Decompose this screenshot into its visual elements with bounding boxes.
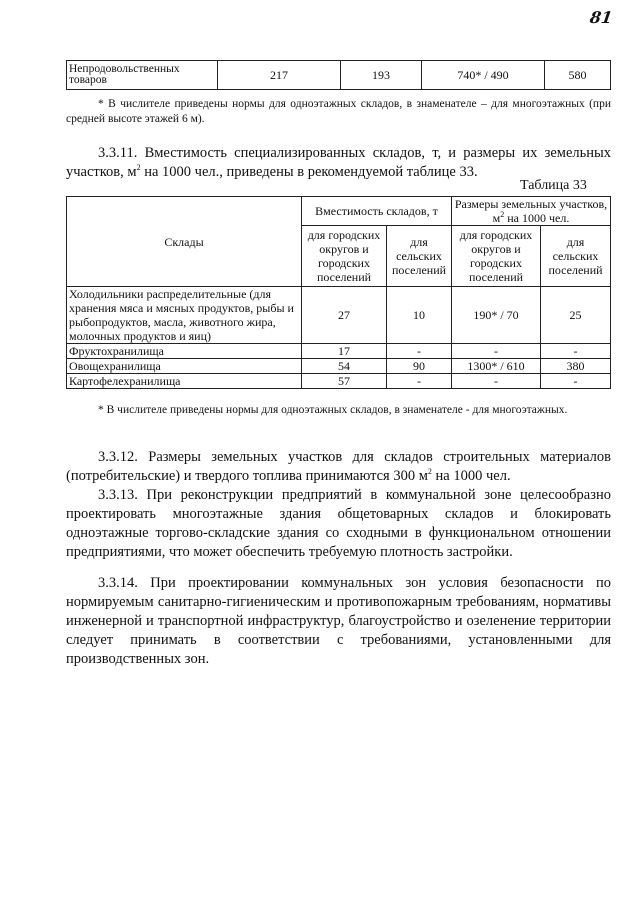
table-cell: - bbox=[541, 374, 611, 389]
paragraph-text: 3.3.11. Вместимость специализированных складов, т, и размеры их земельных участков, м bbox=[66, 145, 611, 180]
table-cell: 10 bbox=[387, 287, 452, 344]
header-plot-sizes bbox=[452, 197, 611, 226]
table-cell: 380 bbox=[541, 359, 611, 374]
table-cell: Фруктохранилища bbox=[67, 344, 302, 359]
paragraph-3-3-13: 3.3.13. При реконструкции предприятий в коммунальной зоне целесообразно проектировать многоэтажные здания общетоварных складов и блокировать одноэтажные торгово-складские здания со сходными в функциональном отношении предприятиями, что может обеспечить требуемую плотность застройки. bbox=[66, 487, 611, 560]
table-row bbox=[67, 374, 611, 389]
footnote-top: * В числителе приведены нормы для одноэтажных складов, в знаменателе – для многоэтажных (при средней высоте этажей 6 м). bbox=[66, 98, 611, 125]
table-cell: 193 bbox=[341, 61, 422, 90]
table-cell: 57 bbox=[302, 374, 387, 389]
table-caption: Таблица 33 bbox=[520, 178, 587, 193]
header-capacity: Вместимость складов, т bbox=[302, 197, 452, 226]
table-cell: Овощехранилища bbox=[67, 359, 302, 374]
table-cell: - bbox=[387, 374, 452, 389]
table-cell: Непродовольственных товаров bbox=[67, 61, 218, 90]
table-row bbox=[67, 287, 611, 344]
paragraph-text: 3.3.12. Размеры земельных участков для складов строительных материалов (потребительские) и твердого топлива принимаются 300 м bbox=[66, 449, 611, 484]
table-33 bbox=[66, 196, 611, 389]
top-table-fragment bbox=[66, 60, 611, 90]
superscript: 2 bbox=[500, 210, 505, 219]
table-cell: 580 bbox=[545, 61, 611, 90]
table-header-row bbox=[67, 197, 611, 226]
header-text: Размеры земельных участков, м bbox=[454, 197, 608, 225]
table-row bbox=[67, 344, 611, 359]
table-cell: 740* / 490 bbox=[422, 61, 545, 90]
subheader-rural: для сельских поселений bbox=[541, 226, 611, 287]
subheader-rural: для сельских поселений bbox=[387, 226, 452, 287]
table-cell: - bbox=[452, 344, 541, 359]
page-number: 81 bbox=[588, 8, 614, 27]
table-cell: Картофелехранилища bbox=[67, 374, 302, 389]
table-cell: Холодильники распределительные (для хранения мяса и мясных продуктов, рыбы и рыбопродуктов, масла, животного жира, молочных продуктов и яиц) bbox=[67, 287, 302, 344]
table-cell: 17 bbox=[302, 344, 387, 359]
subheader-urban: для городских округов и городских поселений bbox=[452, 226, 541, 287]
table-cell: - bbox=[452, 374, 541, 389]
table-cell: - bbox=[387, 344, 452, 359]
superscript: 2 bbox=[427, 467, 432, 477]
table-row bbox=[67, 359, 611, 374]
paragraph-3-3-12 bbox=[66, 448, 611, 486]
paragraph-text: на 1000 чел. bbox=[431, 468, 511, 484]
paragraph-3-3-14: 3.3.14. При проектировании коммунальных зон условия безопасности по нормируемым санитарно-гигиеническим и противопожарным требованиям, нормативы инженерной и транспортной инфраструктур, благоустройство и озеленение территории следует принимать в соответствии с требованиями, установленными для производственных зон. bbox=[66, 575, 611, 667]
footnote-table-33: * В числителе приведены нормы для одноэтажных складов, в знаменателе - для многоэтажных. bbox=[98, 404, 568, 416]
table-cell: 54 bbox=[302, 359, 387, 374]
table-cell: 190* / 70 bbox=[452, 287, 541, 344]
table-cell: 90 bbox=[387, 359, 452, 374]
table-cell: 27 bbox=[302, 287, 387, 344]
header-warehouses: Склады bbox=[67, 197, 302, 287]
table-cell: 25 bbox=[541, 287, 611, 344]
paragraph-3-3-11 bbox=[66, 144, 611, 182]
table-cell: 1300* / 610 bbox=[452, 359, 541, 374]
table-row bbox=[67, 61, 611, 90]
header-text: на 1000 чел. bbox=[504, 211, 570, 225]
subheader-urban: для городских округов и городских поселений bbox=[302, 226, 387, 287]
table-cell: 217 bbox=[218, 61, 341, 90]
table-cell: - bbox=[541, 344, 611, 359]
superscript: 2 bbox=[136, 163, 141, 173]
paragraph-text: на 1000 чел., приведены в рекомендуемой таблице 33. bbox=[140, 164, 478, 180]
